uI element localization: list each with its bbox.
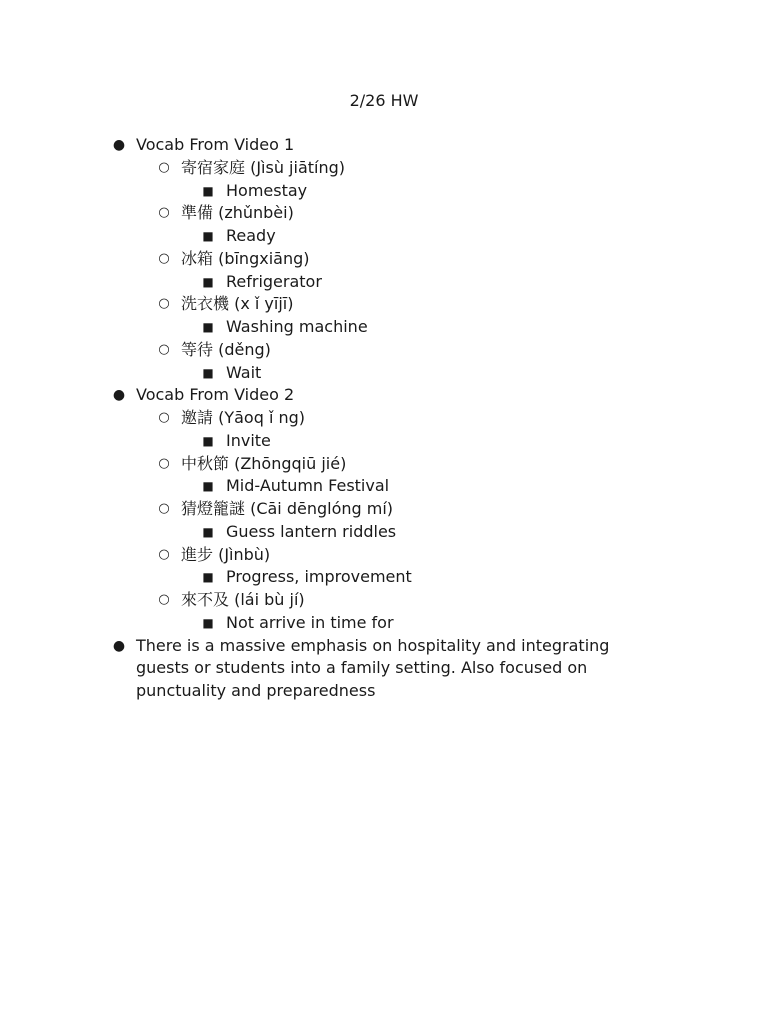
vocab-meaning-text: Progress, improvement xyxy=(226,567,412,587)
vocab-term xyxy=(0,544,768,567)
vocab-term-text: 猜燈籠謎 (Cāi dēnglóng mí) xyxy=(181,499,394,518)
vocab-meaning-text: Mid-Autumn Festival xyxy=(226,476,390,496)
vocab-meaning xyxy=(0,566,768,589)
vocab-meaning-text: Guess lantern riddles xyxy=(226,521,397,541)
section-heading-video-1 xyxy=(0,134,768,157)
vocab-term-text: 等待 (děng) xyxy=(181,339,271,359)
bullet-square-icon: ■ xyxy=(202,479,214,494)
vocab-meaning-text: Washing machine xyxy=(226,317,368,336)
vocab-meaning xyxy=(0,521,768,544)
vocab-term xyxy=(0,453,768,476)
vocab-meaning xyxy=(0,180,768,203)
bullet-square-icon: ■ xyxy=(202,229,214,243)
bullet-circle-icon: ○ xyxy=(158,250,170,266)
vocab-meaning xyxy=(0,612,768,635)
bullet-list xyxy=(0,134,768,702)
bullet-circle-icon: ○ xyxy=(158,410,170,425)
vocab-meaning xyxy=(0,271,768,294)
vocab-term xyxy=(0,248,768,271)
vocab-term xyxy=(0,339,768,362)
bullet-circle-icon: ○ xyxy=(158,159,170,175)
vocab-meaning-text: Not arrive in time for xyxy=(226,612,394,632)
vocab-term xyxy=(0,498,768,521)
vocab-meaning xyxy=(0,362,768,385)
vocab-term xyxy=(0,407,768,430)
bullet-disc-icon: ● xyxy=(112,387,126,404)
bullet-circle-icon: ○ xyxy=(158,341,170,357)
vocab-term-text: 中秋節 (Zhōngqiū jié) xyxy=(181,453,347,473)
vocab-meaning-text: Ready xyxy=(226,226,276,245)
vocab-meaning-text: Invite xyxy=(226,430,271,450)
vocab-term-text: 準備 (zhǔnbèi) xyxy=(181,203,294,223)
vocab-term-text: 邀請 (Yāoq ǐ ng) xyxy=(181,408,306,427)
bullet-disc-icon: ● xyxy=(112,137,126,153)
bullet-circle-icon: ○ xyxy=(158,501,170,516)
bullet-disc-icon: ● xyxy=(112,637,126,654)
bullet-square-icon: ■ xyxy=(202,524,214,539)
vocab-term-text: 冰箱 (bīngxiāng) xyxy=(181,248,310,268)
bullet-circle-icon: ○ xyxy=(158,296,170,312)
bullet-square-icon: ■ xyxy=(202,433,214,448)
vocab-meaning xyxy=(0,430,768,453)
vocab-meaning xyxy=(0,225,768,248)
vocab-term xyxy=(0,293,768,316)
bullet-square-icon: ■ xyxy=(202,183,214,198)
bullet-circle-icon: ○ xyxy=(158,592,170,607)
vocab-term xyxy=(0,589,768,612)
vocab-term xyxy=(0,157,768,180)
vocab-meaning-text: Refrigerator xyxy=(226,271,322,291)
bullet-square-icon: ■ xyxy=(202,365,214,380)
section-heading-text: Vocab From Video 2 xyxy=(136,385,295,405)
bullet-circle-icon: ○ xyxy=(158,546,170,562)
vocab-meaning xyxy=(0,475,768,498)
vocab-meaning-text: Wait xyxy=(226,362,262,382)
section-heading-video-2 xyxy=(0,384,768,407)
bullet-square-icon: ■ xyxy=(202,320,214,334)
section-heading-text: Vocab From Video 1 xyxy=(136,135,295,154)
vocab-term-text: 進步 (Jìnbù) xyxy=(181,544,271,564)
document-title: 2/26 HW xyxy=(349,91,419,110)
closing-note-text: There is a massive emphasis on hospitality and integrating guests or students into a family setting. Also focused on punctuality and preparedness xyxy=(136,635,610,700)
closing-note-item xyxy=(0,635,768,703)
vocab-term-text: 來不及 (lái bù jí) xyxy=(181,590,305,609)
vocab-term xyxy=(0,202,768,225)
bullet-square-icon: ■ xyxy=(202,570,214,585)
bullet-circle-icon: ○ xyxy=(158,455,170,471)
bullet-square-icon: ■ xyxy=(202,274,214,289)
bullet-circle-icon: ○ xyxy=(158,205,170,221)
bullet-square-icon: ■ xyxy=(202,615,214,630)
vocab-term-text: 洗衣機 (x ǐ yījī) xyxy=(181,294,294,314)
vocab-meaning-text: Homestay xyxy=(226,180,308,200)
vocab-term-text: 寄宿家庭 (Jìsù jiātíng) xyxy=(181,157,346,177)
vocab-meaning xyxy=(0,316,768,339)
